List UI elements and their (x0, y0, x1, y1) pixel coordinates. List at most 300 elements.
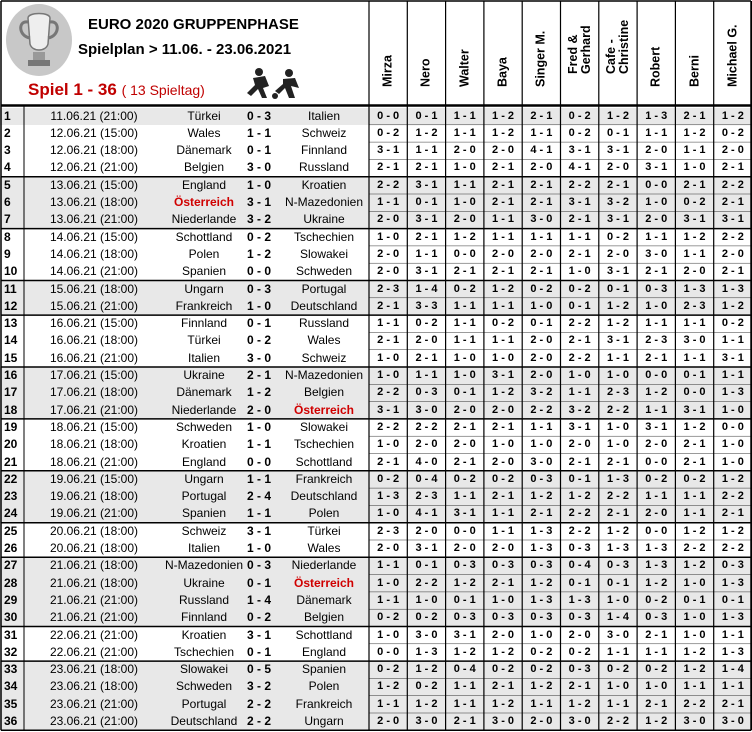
tip-cell: 0 - 3 (453, 611, 476, 624)
tip-cell: 2 - 1 (492, 576, 515, 589)
tip-cell: 1 - 4 (606, 611, 629, 624)
table-row (0, 523, 752, 540)
table-row (0, 177, 752, 194)
table-row (0, 281, 752, 298)
tip-cell: 1 - 0 (568, 265, 591, 278)
tip-cell: 0 - 3 (568, 542, 591, 554)
away-team: Niederlande (291, 558, 357, 573)
home-team: Türkei (187, 333, 221, 348)
tip-cell: 2 - 1 (645, 697, 668, 710)
home-team: Schweden (175, 419, 233, 434)
match-number: 4 (4, 160, 11, 175)
tip-cell: 2 - 0 (377, 542, 400, 554)
match-date: 23.06.21 (21:00) (49, 696, 139, 711)
home-team: Polen (188, 246, 220, 261)
tip-cell: 3 - 1 (453, 628, 476, 641)
table-row (0, 644, 752, 661)
match-date: 17.06.21 (18:00) (49, 385, 139, 400)
tip-cell: 2 - 0 (492, 144, 515, 157)
match-number: 12 (4, 298, 18, 313)
tip-cell: 0 - 4 (453, 663, 476, 676)
home-team: Türkei (187, 108, 221, 123)
table-row (0, 159, 752, 176)
table-row (0, 315, 752, 332)
away-team: Deutschland (290, 298, 358, 313)
tip-cell: 3 - 1 (606, 265, 629, 278)
match-result: 0 - 1 (246, 143, 271, 158)
tip-cell: 2 - 1 (492, 265, 515, 278)
match-number: 29 (4, 592, 18, 607)
tip-cell: 1 - 1 (453, 680, 476, 693)
away-team: Ukraine (303, 212, 345, 227)
tip-cell: 2 - 0 (492, 542, 515, 554)
match-result: 2 - 2 (246, 714, 271, 728)
match-result: 0 - 1 (246, 644, 271, 659)
tip-cell: 3 - 0 (415, 403, 438, 416)
tip-cell: 1 - 1 (645, 317, 668, 330)
home-team: Deutschland (170, 714, 238, 728)
table-row (0, 419, 752, 436)
player-column-header (522, 0, 560, 104)
table-row (0, 557, 752, 574)
tip-cell: 2 - 0 (645, 144, 668, 157)
match-date: 13.06.21 (15:00) (49, 177, 139, 192)
tip-cell: 2 - 1 (606, 507, 629, 520)
match-result: 0 - 2 (246, 610, 271, 625)
tip-cell: 1 - 0 (377, 628, 400, 641)
home-team: Italien (187, 541, 221, 555)
player-column-header (407, 0, 445, 104)
tip-cell: 2 - 0 (568, 628, 591, 641)
away-team: Schweiz (301, 125, 347, 140)
tip-cell: 0 - 2 (377, 663, 400, 676)
match-date: 20.06.21 (18:00) (49, 541, 139, 555)
tip-cell: 2 - 1 (530, 178, 553, 191)
match-date: 21.06.21 (21:00) (49, 610, 139, 625)
tip-cell: 1 - 1 (645, 230, 668, 243)
tip-cell: 3 - 1 (645, 161, 668, 174)
player-column-header (637, 0, 675, 104)
tip-cell: 2 - 3 (645, 334, 668, 347)
spiel-range (28, 80, 205, 100)
tip-cell: 1 - 0 (568, 369, 591, 381)
tip-cell: 2 - 0 (377, 265, 400, 278)
home-team: England (181, 177, 227, 192)
tip-cell: 2 - 2 (568, 178, 591, 191)
tip-cell: 2 - 2 (721, 490, 744, 503)
tip-cell: 0 - 2 (492, 663, 515, 676)
away-team: Slowakei (299, 419, 349, 434)
tip-cell: 1 - 1 (415, 144, 438, 157)
tip-cell: 0 - 1 (568, 576, 591, 589)
match-result: 1 - 1 (246, 125, 271, 140)
tip-cell: 1 - 0 (606, 680, 629, 693)
tip-cell: 1 - 3 (721, 611, 744, 624)
tip-cell: 1 - 0 (453, 196, 476, 208)
tip-cell: 2 - 2 (606, 490, 629, 503)
home-team: Finnland (180, 316, 228, 331)
tip-cell: 2 - 1 (683, 455, 706, 468)
tip-cell: 0 - 1 (453, 593, 476, 606)
tip-cell: 1 - 0 (721, 403, 744, 416)
tip-cell: 1 - 0 (721, 438, 744, 451)
tip-cell: 0 - 2 (568, 109, 591, 122)
tip-cell: 2 - 0 (683, 265, 706, 278)
tip-cell: 1 - 1 (683, 490, 706, 503)
home-team: N-Mazedonien (164, 558, 244, 573)
home-team: Portugal (181, 489, 227, 504)
tip-cell: 1 - 1 (377, 559, 400, 572)
tip-cell: 0 - 3 (492, 611, 515, 624)
tip-cell: 1 - 1 (683, 144, 706, 157)
tip-cell: 1 - 1 (377, 593, 400, 606)
tip-cell: 1 - 1 (377, 697, 400, 710)
tip-cell: 1 - 2 (683, 524, 706, 537)
tip-cell: 0 - 1 (453, 386, 476, 399)
tip-cell: 2 - 1 (568, 334, 591, 347)
player-column-header (599, 0, 637, 104)
tip-cell: 3 - 1 (606, 213, 629, 226)
tip-cell: 2 - 1 (453, 420, 476, 433)
spiel-range-label: Spiel 1 - 36 (28, 80, 117, 99)
tip-cell: 1 - 1 (377, 317, 400, 330)
tip-cell: 0 - 2 (721, 126, 744, 139)
tip-cell: 3 - 0 (415, 628, 438, 641)
tip-cell: 1 - 2 (606, 109, 629, 122)
tip-cell: 1 - 1 (683, 317, 706, 330)
home-team: Ungarn (184, 471, 224, 486)
tip-cell: 2 - 3 (377, 524, 400, 537)
tip-cell: 1 - 0 (645, 299, 668, 312)
match-number: 19 (4, 419, 18, 434)
match-date: 21.06.21 (21:00) (49, 592, 139, 607)
match-result: 0 - 0 (246, 454, 271, 469)
match-number: 10 (4, 264, 18, 279)
match-result: 3 - 0 (246, 160, 271, 175)
tip-cell: 1 - 1 (377, 196, 400, 208)
table-row (0, 678, 752, 695)
tip-cell: 1 - 2 (683, 126, 706, 139)
match-result: 3 - 2 (246, 679, 271, 694)
tip-cell: 2 - 1 (683, 109, 706, 122)
tip-cell: 1 - 1 (530, 420, 553, 433)
match-result: 3 - 1 (246, 195, 271, 209)
tip-cell: 1 - 3 (530, 542, 553, 554)
tip-cell: 1 - 2 (721, 472, 744, 485)
tip-cell: 1 - 3 (721, 576, 744, 589)
match-result: 1 - 1 (246, 471, 271, 486)
match-number: 11 (4, 281, 17, 296)
tip-cell: 0 - 1 (530, 317, 553, 330)
match-date: 11.06.21 (21:00) (50, 108, 138, 123)
match-number: 14 (4, 333, 18, 348)
tip-cell: 2 - 1 (415, 161, 438, 174)
tip-cell: 3 - 1 (721, 213, 744, 226)
tip-cell: 0 - 2 (377, 611, 400, 624)
player-name: Cafe - Christine (603, 19, 631, 74)
match-date: 22.06.21 (21:00) (49, 644, 139, 659)
tip-cell: 0 - 3 (453, 559, 476, 572)
match-number: 20 (4, 437, 18, 452)
match-date: 12.06.21 (15:00) (49, 125, 139, 140)
away-team: Finnland (300, 143, 348, 158)
away-team: Portugal (301, 281, 347, 296)
tip-cell: 1 - 2 (453, 576, 476, 589)
football-players-icon (245, 66, 305, 100)
tip-cell: 1 - 1 (568, 386, 591, 399)
table-row (0, 350, 752, 367)
tip-cell: 3 - 1 (683, 403, 706, 416)
tip-cell: 1 - 0 (453, 351, 476, 364)
match-result: 1 - 0 (246, 177, 271, 192)
away-team: England (301, 644, 347, 659)
tip-cell: 2 - 0 (492, 403, 515, 416)
tip-cell: 3 - 1 (415, 178, 438, 191)
tip-cell: 1 - 0 (453, 369, 476, 381)
table-row (0, 592, 752, 609)
header-block (0, 0, 369, 104)
away-team: Österreich (293, 575, 355, 590)
match-result: 0 - 1 (246, 575, 271, 590)
tip-cell: 2 - 2 (721, 178, 744, 191)
tip-cell: 1 - 0 (683, 576, 706, 589)
tip-cell: 2 - 1 (377, 334, 400, 347)
match-result: 1 - 4 (246, 592, 271, 607)
match-result: 0 - 0 (246, 264, 271, 279)
match-date: 13.06.21 (21:00) (49, 212, 139, 227)
tip-cell: 1 - 0 (683, 628, 706, 641)
tip-cell: 2 - 1 (568, 680, 591, 693)
tip-cell: 3 - 0 (492, 715, 515, 727)
tip-cell: 1 - 0 (683, 611, 706, 624)
player-column-header (446, 0, 484, 104)
away-team: Polen (308, 506, 340, 521)
tip-cell: 3 - 0 (721, 715, 744, 727)
tip-cell: 1 - 1 (530, 697, 553, 710)
tip-cell: 3 - 0 (415, 715, 438, 727)
tip-cell: 1 - 1 (683, 680, 706, 693)
tip-cell: 3 - 1 (415, 213, 438, 226)
tip-cell: 1 - 0 (377, 230, 400, 243)
tip-cell: 2 - 1 (645, 628, 668, 641)
tip-cell: 1 - 1 (683, 351, 706, 364)
tip-cell: 1 - 2 (492, 697, 515, 710)
tip-cell: 1 - 0 (530, 628, 553, 641)
tip-cell: 2 - 0 (606, 161, 629, 174)
tip-cell: 2 - 3 (606, 386, 629, 399)
tip-cell: 1 - 1 (721, 628, 744, 641)
table-row (0, 125, 752, 142)
match-date: 16.06.21 (21:00) (49, 350, 139, 365)
tip-cell: 3 - 0 (530, 455, 553, 468)
match-date: 12.06.21 (21:00) (49, 160, 139, 175)
match-number: 21 (4, 454, 18, 469)
tip-cell: 2 - 2 (568, 507, 591, 520)
tip-cell: 2 - 0 (530, 161, 553, 174)
tip-cell: 0 - 3 (568, 611, 591, 624)
tip-cell: 1 - 0 (492, 351, 515, 364)
home-team: Tschechien (173, 644, 235, 659)
tip-cell: 0 - 1 (606, 282, 629, 295)
tip-cell: 1 - 3 (645, 542, 668, 554)
table-row (0, 540, 752, 557)
tip-cell: 2 - 1 (568, 247, 591, 260)
tip-cell: 3 - 1 (568, 196, 591, 208)
player-name: Singer M. (533, 30, 548, 87)
tip-cell: 2 - 1 (377, 161, 400, 174)
tip-cell: 1 - 2 (415, 663, 438, 676)
match-number: 9 (4, 246, 11, 261)
tip-cell: 0 - 3 (568, 663, 591, 676)
tip-cell: 3 - 1 (606, 144, 629, 157)
tip-cell: 1 - 2 (683, 230, 706, 243)
tip-cell: 0 - 2 (453, 282, 476, 295)
tip-cell: 2 - 1 (377, 299, 400, 312)
tip-cell: 1 - 0 (453, 161, 476, 174)
tip-cell: 1 - 1 (415, 247, 438, 260)
tip-cell: 2 - 2 (683, 542, 706, 554)
tip-cell: 1 - 1 (683, 247, 706, 260)
tip-cell: 2 - 1 (530, 109, 553, 122)
match-number: 25 (4, 523, 18, 538)
match-result: 2 - 1 (246, 368, 271, 382)
tip-cell: 1 - 2 (606, 524, 629, 537)
home-team: Österreich (173, 195, 235, 209)
tip-cell: 3 - 2 (606, 196, 629, 208)
home-team: Portugal (181, 696, 227, 711)
tip-cell: 1 - 0 (606, 593, 629, 606)
away-team: Italien (307, 108, 341, 123)
tip-cell: 1 - 1 (492, 299, 515, 312)
home-team: England (181, 454, 227, 469)
tip-cell: 1 - 1 (721, 369, 744, 381)
tip-cell: 1 - 1 (415, 369, 438, 381)
table-row (0, 713, 752, 730)
tip-cell: 1 - 3 (645, 559, 668, 572)
tip-cell: 0 - 0 (683, 386, 706, 399)
tip-cell: 1 - 3 (683, 282, 706, 295)
away-team: Deutschland (290, 489, 358, 504)
match-number: 1 (4, 108, 11, 123)
tip-cell: 2 - 0 (568, 438, 591, 451)
tip-cell: 2 - 1 (606, 455, 629, 468)
tip-cell: 2 - 1 (377, 455, 400, 468)
table-row (0, 384, 752, 401)
tip-cell: 1 - 0 (530, 299, 553, 312)
tip-cell: 1 - 3 (721, 386, 744, 399)
table-row (0, 142, 752, 159)
match-result: 1 - 0 (246, 419, 271, 434)
tip-cell: 1 - 3 (568, 593, 591, 606)
match-number: 27 (4, 558, 18, 573)
tip-cell: 2 - 2 (606, 715, 629, 727)
tip-cell: 0 - 0 (453, 524, 476, 537)
away-team: Spanien (301, 662, 347, 677)
tip-cell: 2 - 0 (530, 369, 553, 381)
match-number: 31 (4, 627, 18, 642)
tip-cell: 3 - 1 (453, 507, 476, 520)
page-title: EURO 2020 GRUPPENPHASE (88, 16, 299, 33)
match-number: 28 (4, 575, 18, 590)
table-row (0, 402, 752, 419)
match-number: 3 (4, 143, 11, 158)
home-team: Finnland (180, 610, 228, 625)
tip-cell: 2 - 2 (568, 351, 591, 364)
away-team: Wales (307, 541, 341, 555)
home-team: Schweiz (181, 523, 227, 538)
tip-cell: 2 - 3 (415, 490, 438, 503)
tip-cell: 2 - 0 (415, 524, 438, 537)
tip-cell: 1 - 0 (683, 161, 706, 174)
table-row (0, 436, 752, 453)
tip-cell: 2 - 2 (568, 524, 591, 537)
tip-cell: 2 - 0 (530, 351, 553, 364)
away-team: Polen (308, 679, 340, 694)
tip-cell: 2 - 2 (530, 403, 553, 416)
tip-cell: 2 - 0 (377, 715, 400, 727)
tip-cell: 1 - 2 (492, 645, 515, 658)
match-date: 14.06.21 (18:00) (49, 246, 139, 261)
home-team: Spanien (181, 264, 227, 279)
tip-cell: 1 - 2 (377, 680, 400, 693)
tip-cell: 1 - 1 (453, 697, 476, 710)
tip-cell: 2 - 0 (645, 507, 668, 520)
tip-cell: 2 - 1 (530, 196, 553, 208)
tip-cell: 1 - 1 (453, 178, 476, 191)
tip-cell: 2 - 1 (683, 438, 706, 451)
tip-cell: 1 - 1 (530, 230, 553, 243)
table-row (0, 661, 752, 678)
tip-cell: 2 - 1 (721, 697, 744, 710)
table-row (0, 575, 752, 592)
tip-cell: 1 - 2 (492, 109, 515, 122)
match-result: 3 - 2 (246, 212, 271, 227)
tip-cell: 3 - 3 (415, 299, 438, 312)
away-team: Belgien (303, 610, 345, 625)
away-team: Russland (298, 316, 350, 331)
home-team: Dänemark (176, 385, 232, 400)
table-row (0, 263, 752, 280)
player-name: Fred & Gerhard (565, 25, 593, 74)
match-result: 2 - 2 (246, 696, 271, 711)
tip-cell: 2 - 2 (415, 420, 438, 433)
tip-cell: 1 - 2 (683, 420, 706, 433)
tip-cell: 2 - 0 (415, 334, 438, 347)
match-result: 0 - 2 (246, 333, 271, 348)
tip-cell: 1 - 3 (721, 282, 744, 295)
tip-cell: 1 - 3 (415, 645, 438, 658)
tip-cell: 3 - 1 (377, 403, 400, 416)
tip-cell: 1 - 1 (645, 490, 668, 503)
tip-cell: 1 - 2 (453, 230, 476, 243)
tip-cell: 1 - 3 (530, 593, 553, 606)
tip-cell: 2 - 1 (453, 715, 476, 727)
tip-cell: 0 - 2 (530, 663, 553, 676)
tip-cell: 1 - 0 (721, 455, 744, 468)
table-row (0, 298, 752, 315)
match-number: 15 (4, 350, 18, 365)
match-date: 22.06.21 (21:00) (49, 627, 139, 642)
tip-cell: 0 - 2 (492, 317, 515, 330)
match-date: 18.06.21 (18:00) (49, 437, 139, 452)
away-team: Schottland (295, 454, 353, 469)
tip-cell: 1 - 0 (606, 438, 629, 451)
tip-cell: 0 - 0 (377, 645, 400, 658)
tip-cell: 1 - 1 (492, 334, 515, 347)
match-date: 19.06.21 (18:00) (49, 489, 139, 504)
tip-cell: 0 - 2 (377, 126, 400, 139)
match-number: 13 (4, 316, 18, 331)
